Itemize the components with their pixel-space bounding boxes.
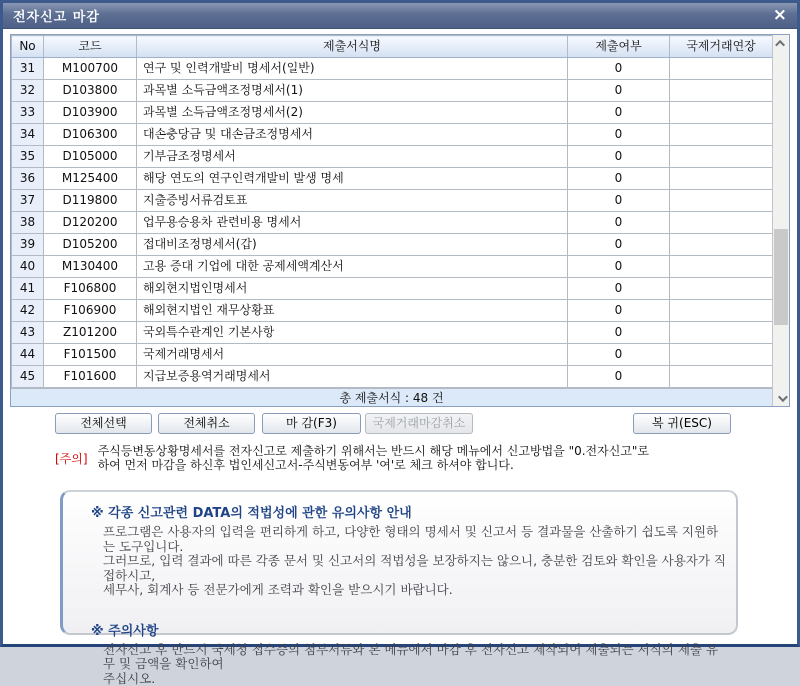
cell-intl-extension (670, 234, 773, 256)
dialog-title: 전자신고 마감 (13, 6, 100, 25)
cell-form-name: 국제거래명세서 (137, 344, 568, 366)
guidance-line: 그러므로, 입력 결과에 따른 각종 문서 및 신고서의 적법성을 보장하지는 않으니, 충분한 검토와 확인을 사용자가 직접하시고, (103, 554, 726, 583)
cell-code: M125400 (44, 168, 137, 190)
cell-intl-extension (670, 124, 773, 146)
cell-form-name: 연구 및 인력개발비 명세서(일반) (137, 58, 568, 80)
cell-no: 39 (12, 234, 44, 256)
cell-no: 32 (12, 80, 44, 102)
table-row[interactable] (12, 322, 773, 344)
cell-code: F101500 (44, 344, 137, 366)
guidance-line: 세무사, 회계사 등 전문가에게 조력과 확인을 받으시기 바랍니다. (103, 583, 726, 598)
return-esc-button[interactable]: 복 귀(ESC) (633, 413, 731, 434)
cell-submitted: 0 (568, 234, 670, 256)
cell-form-name: 대손충당금 및 대손금조정명세서 (137, 124, 568, 146)
total-forms-footer: 총 제출서식 : 48 건 (11, 388, 772, 406)
cell-form-name: 해외현지법인명세서 (137, 278, 568, 300)
caution-line-2: 하여 먼저 마감을 하신후 법인세신고서-주식변동여부 '여'로 체크 하셔야 합니다. (98, 458, 649, 472)
cell-submitted: 0 (568, 366, 670, 388)
cell-code: F106800 (44, 278, 137, 300)
cell-form-name: 해당 연도의 연구인력개발비 발생 명세 (137, 168, 568, 190)
table-row[interactable] (12, 256, 773, 278)
scrollbar-thumb[interactable] (774, 229, 788, 325)
scroll-down-icon[interactable] (773, 390, 789, 406)
cell-submitted: 0 (568, 300, 670, 322)
cell-no: 34 (12, 124, 44, 146)
guidance-heading-legality: ※ 각종 신고관련 DATA의 적법성에 관한 유의사항 안내 (91, 502, 726, 521)
cell-no: 35 (12, 146, 44, 168)
dialog-titlebar (3, 3, 797, 29)
cell-form-name: 과목별 소득금액조정명세서(2) (137, 102, 568, 124)
caution-notice (55, 444, 649, 472)
table-row[interactable] (12, 190, 773, 212)
guidance-line: 프로그램은 사용자의 입력을 편리하게 하고, 다양한 형태의 명세서 및 신고서 등 결과물을 산출하기 쉽도록 지원하는 도구입니다. (103, 525, 726, 554)
guidance-line: 주십시오. (103, 672, 726, 686)
cell-submitted: 0 (568, 124, 670, 146)
cell-submitted: 0 (568, 146, 670, 168)
select-all-button[interactable]: 전체선택 (55, 413, 152, 434)
cell-intl-extension (670, 102, 773, 124)
cell-form-name: 해외현지법인 재무상황표 (137, 300, 568, 322)
col-header-name[interactable]: 제출서식명 (137, 36, 568, 58)
col-header-submitted[interactable]: 제출여부 (568, 36, 670, 58)
cell-code: D119800 (44, 190, 137, 212)
cell-no: 38 (12, 212, 44, 234)
cell-intl-extension (670, 212, 773, 234)
cell-intl-extension (670, 322, 773, 344)
cell-intl-extension (670, 190, 773, 212)
table-row[interactable] (12, 58, 773, 80)
table-row[interactable] (12, 212, 773, 234)
col-header-code[interactable]: 코드 (44, 36, 137, 58)
cell-submitted: 0 (568, 322, 670, 344)
cell-submitted: 0 (568, 212, 670, 234)
guidance-box (60, 490, 738, 635)
cell-intl-extension (670, 80, 773, 102)
table-row[interactable] (12, 168, 773, 190)
vertical-scrollbar[interactable] (772, 35, 789, 406)
guidance-heading-caution: ※ 주의사항 (91, 620, 726, 639)
cell-intl-extension (670, 366, 773, 388)
intl-close-cancel-button: 국제거래마감취소 (365, 413, 473, 434)
cell-code: D106300 (44, 124, 137, 146)
cell-submitted: 0 (568, 190, 670, 212)
forms-table (11, 35, 773, 388)
cell-code: Z101200 (44, 322, 137, 344)
cancel-all-button[interactable]: 전체취소 (158, 413, 255, 434)
cell-no: 43 (12, 322, 44, 344)
cell-code: D103900 (44, 102, 137, 124)
cell-no: 44 (12, 344, 44, 366)
cell-code: M100700 (44, 58, 137, 80)
cell-no: 40 (12, 256, 44, 278)
scroll-up-icon[interactable] (773, 35, 789, 51)
cell-intl-extension (670, 58, 773, 80)
cell-form-name: 업무용승용차 관련비용 명세서 (137, 212, 568, 234)
cell-intl-extension (670, 256, 773, 278)
cell-form-name: 기부금조정명세서 (137, 146, 568, 168)
cell-submitted: 0 (568, 168, 670, 190)
table-row[interactable] (12, 366, 773, 388)
cell-code: D105000 (44, 146, 137, 168)
cell-code: D103800 (44, 80, 137, 102)
cell-no: 31 (12, 58, 44, 80)
cell-intl-extension (670, 300, 773, 322)
cell-no: 37 (12, 190, 44, 212)
cell-code: F106900 (44, 300, 137, 322)
table-row[interactable] (12, 124, 773, 146)
caution-line-1: 주식등변동상황명세서를 전자신고로 제출하기 위해서는 반드시 해당 메뉴에서 신고방법을 "0.전자신고"로 (98, 444, 649, 458)
table-header-row (12, 36, 773, 58)
cell-no: 36 (12, 168, 44, 190)
table-row[interactable] (12, 344, 773, 366)
cell-intl-extension (670, 344, 773, 366)
cell-code: D105200 (44, 234, 137, 256)
cell-intl-extension (670, 146, 773, 168)
cell-submitted: 0 (568, 344, 670, 366)
forms-table-area (10, 34, 790, 407)
cell-no: 45 (12, 366, 44, 388)
table-row[interactable] (12, 102, 773, 124)
close-f3-button[interactable]: 마 감(F3) (262, 413, 361, 434)
cell-form-name: 과목별 소득금액조정명세서(1) (137, 80, 568, 102)
close-icon[interactable]: × (773, 7, 787, 24)
cell-no: 41 (12, 278, 44, 300)
cell-form-name: 지급보증용역거래명세서 (137, 366, 568, 388)
cell-submitted: 0 (568, 256, 670, 278)
table-row[interactable] (12, 146, 773, 168)
cell-form-name: 국외특수관계인 기본사항 (137, 322, 568, 344)
cell-intl-extension (670, 168, 773, 190)
cell-submitted: 0 (568, 102, 670, 124)
guidance-line: 전자신고 후 반드시 국세청 접수증의 첨부서류와 본 메뉴에서 마감 후 전자신고 제작되어 제출되는 서식의 제출 유무 및 금액을 확인하여 (103, 643, 726, 672)
cell-code: M130400 (44, 256, 137, 278)
cell-submitted: 0 (568, 278, 670, 300)
cell-no: 33 (12, 102, 44, 124)
cell-form-name: 지출증빙서류검토표 (137, 190, 568, 212)
table-row[interactable] (12, 278, 773, 300)
cell-code: F101600 (44, 366, 137, 388)
cell-form-name: 고용 증대 기업에 대한 공제세액계산서 (137, 256, 568, 278)
cell-no: 42 (12, 300, 44, 322)
col-header-no[interactable]: No (12, 36, 44, 58)
cell-form-name: 접대비조정명세서(갑) (137, 234, 568, 256)
table-row[interactable] (12, 300, 773, 322)
table-row[interactable] (12, 80, 773, 102)
cell-submitted: 0 (568, 58, 670, 80)
col-header-intl[interactable]: 국제거래연장 (670, 36, 773, 58)
cell-intl-extension (670, 278, 773, 300)
cell-code: D120200 (44, 212, 137, 234)
table-row[interactable] (12, 234, 773, 256)
caution-label: [주의] (55, 450, 88, 467)
table-body (12, 58, 773, 388)
cell-submitted: 0 (568, 80, 670, 102)
